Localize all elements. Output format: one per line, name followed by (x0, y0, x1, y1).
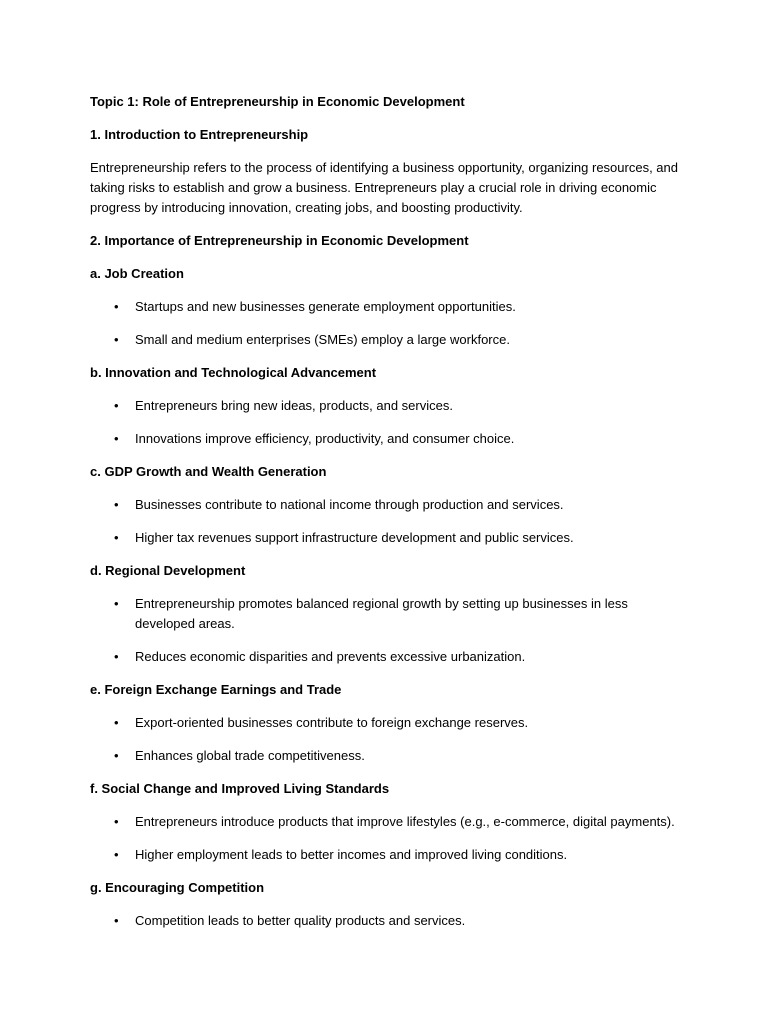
subsection-heading-innovation: b. Innovation and Technological Advancement (90, 365, 377, 380)
list-item (90, 330, 690, 350)
bullet-icon: • (114, 431, 119, 446)
list-item-text: Export-oriented businesses contribute to foreign exchange reserves. (135, 715, 529, 730)
list-item-text: Startups and new businesses generate employment opportunities. (135, 299, 516, 314)
document-page (90, 92, 690, 944)
bullet-icon: • (114, 299, 119, 314)
list-item (90, 845, 690, 865)
bullet-icon: • (114, 814, 119, 829)
list-item (90, 297, 690, 317)
list-item (90, 396, 690, 416)
bullet-list-encouraging-competition (90, 911, 690, 931)
list-item-text: Competition leads to better quality products and services. (135, 913, 466, 928)
bullet-icon: • (114, 649, 119, 664)
section-heading-importance: 2. Importance of Entrepreneurship in Economic Development (90, 233, 469, 248)
bullet-icon: • (114, 748, 119, 763)
list-item (90, 647, 690, 667)
list-item-text: Higher employment leads to better incomes and improved living conditions. (135, 847, 568, 862)
list-item-text: Entrepreneurship promotes balanced regional growth by setting up businesses in less developed areas. (135, 596, 628, 631)
subsection-heading-regional-development: d. Regional Development (90, 563, 246, 578)
bullet-list-social-change (90, 812, 690, 865)
list-item-text: Reduces economic disparities and prevents excessive urbanization. (135, 649, 526, 664)
list-item (90, 812, 690, 832)
bullet-icon: • (114, 596, 119, 611)
list-item-text: Enhances global trade competitiveness. (135, 748, 365, 763)
list-item-text: Higher tax revenues support infrastructure development and public services. (135, 530, 574, 545)
list-item-text: Entrepreneurs bring new ideas, products, and services. (135, 398, 453, 413)
bullet-list-gdp-growth (90, 495, 690, 548)
list-item-text: Innovations improve efficiency, productivity, and consumer choice. (135, 431, 515, 446)
list-item (90, 495, 690, 515)
bullet-icon: • (114, 847, 119, 862)
bullet-icon: • (114, 913, 119, 928)
subsection-heading-encouraging-competition: g. Encouraging Competition (90, 880, 265, 895)
bullet-icon: • (114, 398, 119, 413)
list-item (90, 746, 690, 766)
bullet-icon: • (114, 497, 119, 512)
introduction-paragraph: Entrepreneurship refers to the process of identifying a business opportunity, organizing resources, and taking risks to establish and grow a business. Entrepreneurs play a crucial role in driving economic progress by introducing innovation, creating jobs, and boosting productivity. (90, 160, 678, 215)
topic-title: Topic 1: Role of Entrepreneurship in Economic Development (90, 94, 465, 109)
list-item (90, 528, 690, 548)
list-item (90, 713, 690, 733)
bullet-list-foreign-exchange (90, 713, 690, 766)
list-item (90, 594, 690, 634)
list-item (90, 911, 690, 931)
subsection-heading-gdp-growth: c. GDP Growth and Wealth Generation (90, 464, 327, 479)
list-item-text: Entrepreneurs introduce products that improve lifestyles (e.g., e-commerce, digital payments). (135, 814, 675, 829)
bullet-icon: • (114, 530, 119, 545)
subsection-heading-social-change: f. Social Change and Improved Living Standards (90, 781, 390, 796)
bullet-list-job-creation (90, 297, 690, 350)
list-item (90, 429, 690, 449)
bullet-icon: • (114, 332, 119, 347)
list-item-text: Small and medium enterprises (SMEs) employ a large workforce. (135, 332, 510, 347)
list-item-text: Businesses contribute to national income through production and services. (135, 497, 564, 512)
section-heading-introduction: 1. Introduction to Entrepreneurship (90, 127, 309, 142)
bullet-list-innovation (90, 396, 690, 449)
bullet-icon: • (114, 715, 119, 730)
bullet-list-regional-development (90, 594, 690, 667)
subsection-heading-job-creation: a. Job Creation (90, 266, 184, 281)
subsection-heading-foreign-exchange: e. Foreign Exchange Earnings and Trade (90, 682, 342, 697)
